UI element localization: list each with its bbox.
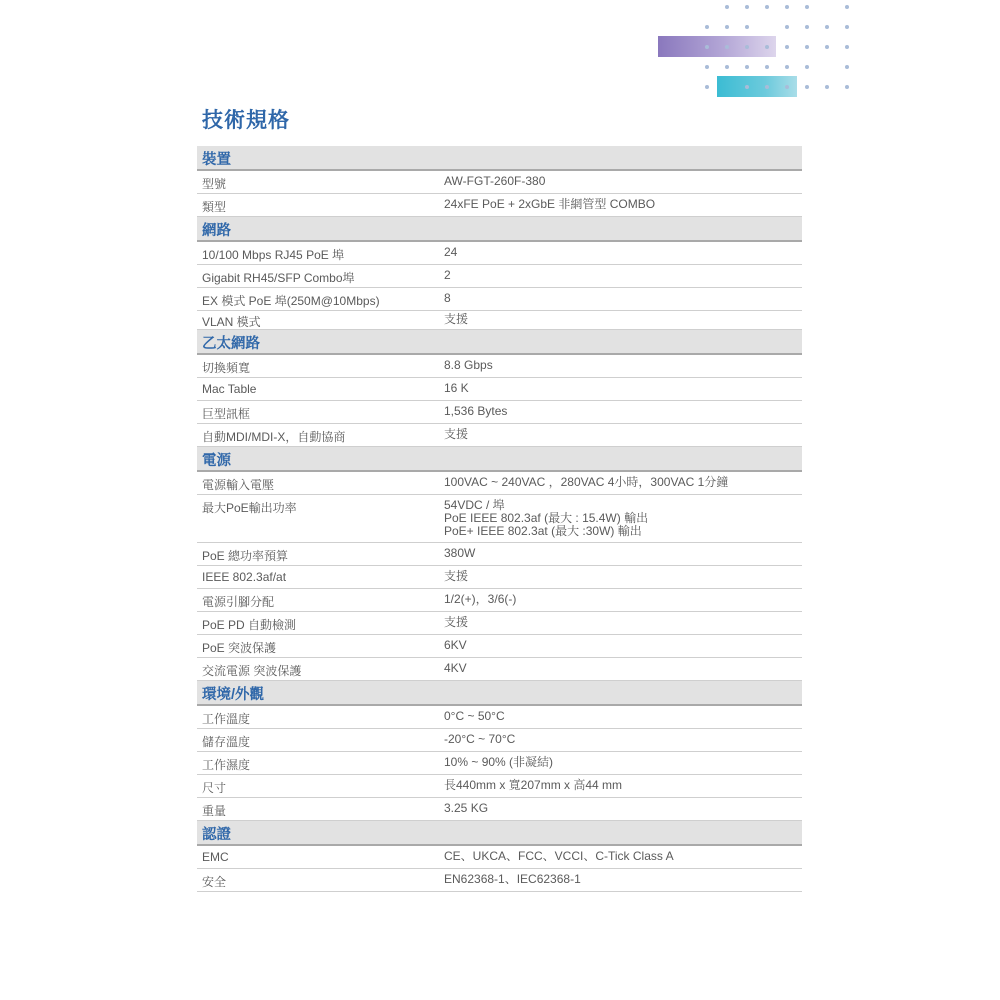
table-row <box>197 355 802 378</box>
table-row <box>197 378 802 401</box>
table-row <box>197 566 802 589</box>
section-title: 認證 <box>202 827 231 843</box>
row-label: EMC <box>202 850 229 864</box>
section-title: 環境/外觀 <box>202 687 265 703</box>
row-value: EN62368-1、IEC62368-1 <box>444 872 581 886</box>
row-value: 3.25 KG <box>444 801 489 815</box>
row-value: 1/2(+)，3/6(-) <box>444 592 517 606</box>
row-value: AW-FGT-260F-380 <box>444 174 546 188</box>
row-value: 16 K <box>444 381 469 395</box>
row-label: 工作溫度 <box>202 712 251 726</box>
row-label: PoE 突波保護 <box>202 641 277 655</box>
row-label: 10/100 Mbps RJ45 PoE 埠 <box>202 248 345 262</box>
row-value: 4KV <box>444 661 467 675</box>
table-row <box>197 401 802 424</box>
row-value: 支援 <box>444 569 469 583</box>
section-header-device <box>197 146 802 171</box>
row-value: 24xFE PoE + 2xGbE 非網管型 COMBO <box>444 197 656 211</box>
row-label: 安全 <box>202 875 227 889</box>
section-title: 裝置 <box>202 152 231 168</box>
table-row <box>197 729 802 752</box>
row-label: 巨型訊框 <box>202 407 251 421</box>
purple-gradient-bar <box>658 36 776 57</box>
row-value: 2 <box>444 268 451 282</box>
row-label: 切換頻寬 <box>202 361 251 375</box>
row-value: 長440mm x 寬207mm x 高44 mm <box>444 778 623 792</box>
table-row <box>197 242 802 265</box>
row-value: 8.8 Gbps <box>444 358 493 372</box>
row-value: 0°C ~ 50°C <box>444 709 505 723</box>
row-value: 100VAC ~ 240VAC ，280VAC 4小時，300VAC 1分鐘 <box>444 475 729 489</box>
decorative-header-graphic <box>650 0 870 110</box>
table-row <box>197 265 802 288</box>
table-row <box>197 194 802 217</box>
section-title: 電源 <box>202 453 231 469</box>
row-value: 10% ~ 90% (非凝結) <box>444 755 554 769</box>
section-header-network <box>197 217 802 242</box>
row-label: PoE PD 自動檢測 <box>202 618 297 632</box>
row-label: IEEE 802.3af/at <box>202 570 287 584</box>
row-label: 儲存溫度 <box>202 735 251 749</box>
table-row <box>197 798 802 821</box>
row-label: PoE 總功率預算 <box>202 549 289 563</box>
table-row <box>197 658 802 681</box>
section-header-environment <box>197 681 802 706</box>
section-header-power <box>197 447 802 472</box>
row-value: CE、UKCA、FCC、VCCI、C-Tick Class A <box>444 849 674 863</box>
row-label: Gigabit RH45/SFP Combo埠 <box>202 271 355 285</box>
table-row <box>197 846 802 869</box>
table-row <box>197 775 802 798</box>
table-row <box>197 171 802 194</box>
value-line: PoE IEEE 802.3af (最大 : 15.4W) 輸出 <box>444 511 649 525</box>
section-header-certification <box>197 821 802 846</box>
spec-table <box>197 146 802 892</box>
page-title: 技術規格 <box>202 109 290 132</box>
table-row <box>197 495 802 543</box>
row-label: 電源引腳分配 <box>202 595 275 609</box>
row-label: 工作濕度 <box>202 758 251 772</box>
table-row <box>197 311 802 330</box>
table-row <box>197 589 802 612</box>
row-value: -20°C ~ 70°C <box>444 732 516 746</box>
row-label: 類型 <box>202 200 227 214</box>
table-row <box>197 752 802 775</box>
row-label: 交流電源 突波保護 <box>202 664 302 678</box>
row-label: 最大PoE輸出功率 <box>202 501 297 515</box>
section-header-ethernet <box>197 330 802 355</box>
row-label: 自動MDI/MDI-X，自動協商 <box>202 430 346 444</box>
row-value: 8 <box>444 291 451 305</box>
value-line: PoE+ IEEE 802.3at (最大 :30W) 輸出 <box>444 524 642 538</box>
table-row <box>197 706 802 729</box>
table-row <box>197 869 802 892</box>
table-row <box>197 424 802 447</box>
table-row <box>197 635 802 658</box>
row-value: 1,536 Bytes <box>444 404 508 418</box>
section-title: 網路 <box>202 223 231 239</box>
value-line: 54VDC / 埠 <box>444 498 505 512</box>
row-label: Mac Table <box>202 382 257 396</box>
row-label: 型號 <box>202 177 227 191</box>
row-value: 支援 <box>444 427 469 441</box>
table-row <box>197 472 802 495</box>
row-label: 重量 <box>202 804 227 818</box>
row-value: 24 <box>444 245 458 259</box>
table-row <box>197 288 802 311</box>
row-value: 支援 <box>444 615 469 629</box>
table-row <box>197 612 802 635</box>
row-label: VLAN 模式 <box>202 315 261 329</box>
section-title: 乙太網路 <box>202 336 260 352</box>
row-value: 6KV <box>444 638 467 652</box>
row-value-multiline <box>444 499 648 538</box>
row-label: EX 模式 PoE 埠(250M@10Mbps) <box>202 294 380 308</box>
row-value: 支援 <box>444 312 469 326</box>
row-label: 尺寸 <box>202 781 227 795</box>
row-label: 電源輸入電壓 <box>202 478 275 492</box>
table-row <box>197 543 802 566</box>
row-value: 380W <box>444 546 476 560</box>
